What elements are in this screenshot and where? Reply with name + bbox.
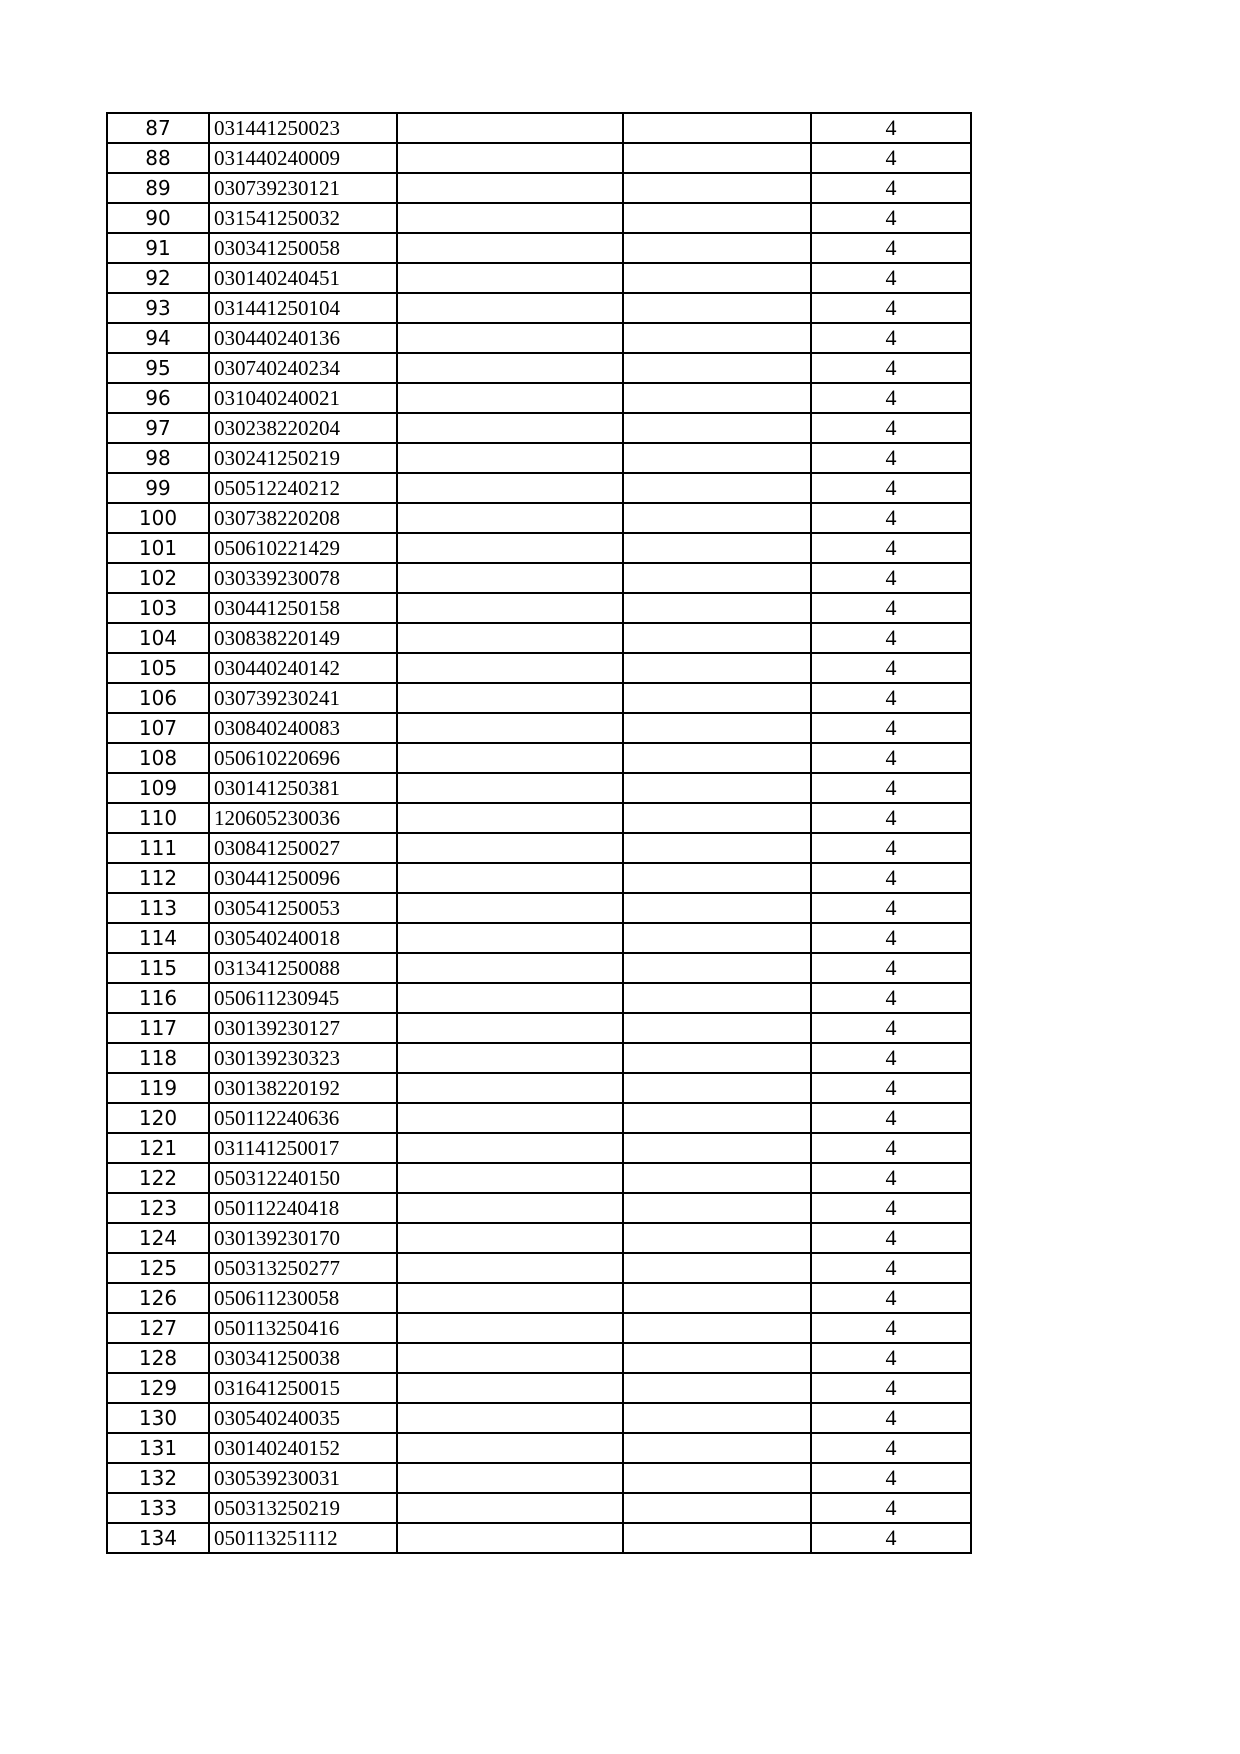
empty-cell-b (623, 1523, 811, 1553)
value-cell: 4 (811, 593, 971, 623)
row-number-cell: 125 (107, 1253, 209, 1283)
value-cell: 4 (811, 1073, 971, 1103)
empty-cell-b (623, 1403, 811, 1433)
value-cell: 4 (811, 713, 971, 743)
row-number-cell: 117 (107, 1013, 209, 1043)
table-row (107, 1403, 971, 1433)
row-number-cell: 97 (107, 413, 209, 443)
row-number-cell: 127 (107, 1313, 209, 1343)
row-number-cell: 93 (107, 293, 209, 323)
empty-cell-a (397, 1013, 623, 1043)
id-cell: 030341250058 (209, 233, 397, 263)
empty-cell-b (623, 803, 811, 833)
value-cell: 4 (811, 383, 971, 413)
empty-cell-b (623, 233, 811, 263)
table-row (107, 683, 971, 713)
row-number-cell: 113 (107, 893, 209, 923)
id-cell: 050112240418 (209, 1193, 397, 1223)
table-row (107, 1193, 971, 1223)
id-cell: 031341250088 (209, 953, 397, 983)
row-number-cell: 130 (107, 1403, 209, 1433)
value-cell: 4 (811, 1013, 971, 1043)
empty-cell-b (623, 1043, 811, 1073)
table-row (107, 593, 971, 623)
empty-cell-b (623, 683, 811, 713)
empty-cell-a (397, 173, 623, 203)
row-number-cell: 101 (107, 533, 209, 563)
empty-cell-a (397, 1103, 623, 1133)
row-number-cell: 91 (107, 233, 209, 263)
table-row (107, 863, 971, 893)
row-number-cell: 89 (107, 173, 209, 203)
empty-cell-a (397, 293, 623, 323)
row-number-cell: 132 (107, 1463, 209, 1493)
row-number-cell: 103 (107, 593, 209, 623)
empty-cell-b (623, 1223, 811, 1253)
table-row (107, 1283, 971, 1313)
value-cell: 4 (811, 143, 971, 173)
empty-cell-b (623, 263, 811, 293)
empty-cell-b (623, 773, 811, 803)
empty-cell-a (397, 953, 623, 983)
empty-cell-a (397, 533, 623, 563)
table-row (107, 773, 971, 803)
row-number-cell: 109 (107, 773, 209, 803)
empty-cell-a (397, 1403, 623, 1433)
empty-cell-a (397, 233, 623, 263)
empty-cell-b (623, 383, 811, 413)
id-cell: 030241250219 (209, 443, 397, 473)
empty-cell-a (397, 1133, 623, 1163)
row-number-cell: 106 (107, 683, 209, 713)
table-row (107, 1223, 971, 1253)
empty-cell-a (397, 1043, 623, 1073)
value-cell: 4 (811, 1223, 971, 1253)
value-cell: 4 (811, 743, 971, 773)
empty-cell-a (397, 1163, 623, 1193)
value-cell: 4 (811, 1433, 971, 1463)
row-number-cell: 105 (107, 653, 209, 683)
value-cell: 4 (811, 293, 971, 323)
empty-cell-b (623, 1103, 811, 1133)
row-number-cell: 114 (107, 923, 209, 953)
table-row (107, 1523, 971, 1553)
id-cell: 030140240152 (209, 1433, 397, 1463)
empty-cell-a (397, 563, 623, 593)
value-cell: 4 (811, 683, 971, 713)
empty-cell-a (397, 623, 623, 653)
row-number-cell: 95 (107, 353, 209, 383)
empty-cell-b (623, 1493, 811, 1523)
id-cell: 050112240636 (209, 1103, 397, 1133)
empty-cell-b (623, 1313, 811, 1343)
value-cell: 4 (811, 803, 971, 833)
empty-cell-a (397, 1463, 623, 1493)
table-row (107, 1313, 971, 1343)
empty-cell-a (397, 923, 623, 953)
empty-cell-b (623, 173, 811, 203)
id-cell: 030440240136 (209, 323, 397, 353)
id-cell: 031441250104 (209, 293, 397, 323)
empty-cell-b (623, 1193, 811, 1223)
id-cell: 030541250053 (209, 893, 397, 923)
value-cell: 4 (811, 923, 971, 953)
empty-cell-b (623, 1283, 811, 1313)
table-row (107, 1013, 971, 1043)
empty-cell-b (623, 1433, 811, 1463)
empty-cell-a (397, 1343, 623, 1373)
value-cell: 4 (811, 413, 971, 443)
id-cell: 030139230323 (209, 1043, 397, 1073)
table-row (107, 1163, 971, 1193)
empty-cell-a (397, 143, 623, 173)
table-row (107, 1043, 971, 1073)
value-cell: 4 (811, 203, 971, 233)
empty-cell-b (623, 653, 811, 683)
table-row (107, 1103, 971, 1133)
table-row (107, 233, 971, 263)
id-cell: 030139230127 (209, 1013, 397, 1043)
table-row (107, 173, 971, 203)
table-row (107, 1073, 971, 1103)
value-cell: 4 (811, 893, 971, 923)
empty-cell-a (397, 413, 623, 443)
value-cell: 4 (811, 263, 971, 293)
id-cell: 050312240150 (209, 1163, 397, 1193)
empty-cell-b (623, 923, 811, 953)
row-number-cell: 99 (107, 473, 209, 503)
empty-cell-b (623, 1343, 811, 1373)
table-row (107, 353, 971, 383)
empty-cell-a (397, 263, 623, 293)
table-row (107, 833, 971, 863)
row-number-cell: 87 (107, 113, 209, 143)
table-row (107, 983, 971, 1013)
value-cell: 4 (811, 353, 971, 383)
empty-cell-a (397, 743, 623, 773)
table-row (107, 893, 971, 923)
id-cell: 030738220208 (209, 503, 397, 533)
row-number-cell: 102 (107, 563, 209, 593)
id-cell: 120605230036 (209, 803, 397, 833)
table-row (107, 563, 971, 593)
row-number-cell: 124 (107, 1223, 209, 1253)
id-cell: 030441250158 (209, 593, 397, 623)
empty-cell-b (623, 293, 811, 323)
empty-cell-b (623, 1163, 811, 1193)
empty-cell-a (397, 203, 623, 233)
empty-cell-a (397, 503, 623, 533)
id-cell: 031541250032 (209, 203, 397, 233)
value-cell: 4 (811, 1163, 971, 1193)
empty-cell-b (623, 1133, 811, 1163)
id-cell: 030840240083 (209, 713, 397, 743)
empty-cell-b (623, 1373, 811, 1403)
empty-cell-a (397, 1433, 623, 1463)
table-row (107, 1253, 971, 1283)
value-cell: 4 (811, 653, 971, 683)
id-cell: 030441250096 (209, 863, 397, 893)
value-cell: 4 (811, 833, 971, 863)
id-cell: 031641250015 (209, 1373, 397, 1403)
row-number-cell: 96 (107, 383, 209, 413)
empty-cell-b (623, 563, 811, 593)
id-cell: 030540240018 (209, 923, 397, 953)
empty-cell-a (397, 1373, 623, 1403)
empty-cell-a (397, 983, 623, 1013)
table-row (107, 1373, 971, 1403)
table-row (107, 743, 971, 773)
table-row (107, 1493, 971, 1523)
id-cell: 050113250416 (209, 1313, 397, 1343)
id-cell: 030740240234 (209, 353, 397, 383)
empty-cell-b (623, 413, 811, 443)
row-number-cell: 121 (107, 1133, 209, 1163)
id-cell: 030138220192 (209, 1073, 397, 1103)
empty-cell-b (623, 713, 811, 743)
id-cell: 030140240451 (209, 263, 397, 293)
id-cell: 050610220696 (209, 743, 397, 773)
empty-cell-a (397, 1073, 623, 1103)
empty-cell-b (623, 1013, 811, 1043)
table-row (107, 323, 971, 353)
id-cell: 031441250023 (209, 113, 397, 143)
empty-cell-a (397, 593, 623, 623)
id-cell: 031141250017 (209, 1133, 397, 1163)
row-number-cell: 110 (107, 803, 209, 833)
row-number-cell: 122 (107, 1163, 209, 1193)
id-cell: 031440240009 (209, 143, 397, 173)
value-cell: 4 (811, 443, 971, 473)
empty-cell-a (397, 1493, 623, 1523)
value-cell: 4 (811, 233, 971, 263)
empty-cell-a (397, 113, 623, 143)
value-cell: 4 (811, 563, 971, 593)
row-number-cell: 120 (107, 1103, 209, 1133)
table-row (107, 263, 971, 293)
empty-cell-a (397, 473, 623, 503)
id-cell: 050611230058 (209, 1283, 397, 1313)
value-cell: 4 (811, 503, 971, 533)
empty-cell-b (623, 1463, 811, 1493)
value-cell: 4 (811, 1343, 971, 1373)
value-cell: 4 (811, 1523, 971, 1553)
empty-cell-b (623, 203, 811, 233)
value-cell: 4 (811, 113, 971, 143)
empty-cell-b (623, 503, 811, 533)
table-row (107, 803, 971, 833)
value-cell: 4 (811, 173, 971, 203)
row-number-cell: 123 (107, 1193, 209, 1223)
table-row (107, 713, 971, 743)
empty-cell-b (623, 1073, 811, 1103)
empty-cell-a (397, 1313, 623, 1343)
row-number-cell: 100 (107, 503, 209, 533)
value-cell: 4 (811, 1193, 971, 1223)
id-cell: 030539230031 (209, 1463, 397, 1493)
empty-cell-a (397, 683, 623, 713)
row-number-cell: 133 (107, 1493, 209, 1523)
table-row (107, 923, 971, 953)
value-cell: 4 (811, 473, 971, 503)
value-cell: 4 (811, 1283, 971, 1313)
id-cell: 030739230121 (209, 173, 397, 203)
row-number-cell: 115 (107, 953, 209, 983)
table-row (107, 143, 971, 173)
table-row (107, 113, 971, 143)
value-cell: 4 (811, 953, 971, 983)
table-row (107, 473, 971, 503)
empty-cell-a (397, 1223, 623, 1253)
empty-cell-a (397, 383, 623, 413)
empty-cell-b (623, 443, 811, 473)
id-cell: 030341250038 (209, 1343, 397, 1373)
row-number-cell: 134 (107, 1523, 209, 1553)
row-number-cell: 98 (107, 443, 209, 473)
empty-cell-a (397, 833, 623, 863)
empty-cell-b (623, 353, 811, 383)
row-number-cell: 119 (107, 1073, 209, 1103)
id-cell: 050313250219 (209, 1493, 397, 1523)
table-row (107, 653, 971, 683)
id-cell: 050313250277 (209, 1253, 397, 1283)
value-cell: 4 (811, 323, 971, 353)
id-cell: 031040240021 (209, 383, 397, 413)
table-row (107, 503, 971, 533)
empty-cell-a (397, 803, 623, 833)
empty-cell-b (623, 593, 811, 623)
empty-cell-a (397, 863, 623, 893)
empty-cell-b (623, 1253, 811, 1283)
table-row (107, 1433, 971, 1463)
row-number-cell: 116 (107, 983, 209, 1013)
id-cell: 050611230945 (209, 983, 397, 1013)
id-cell: 050113251112 (209, 1523, 397, 1553)
id-cell: 050610221429 (209, 533, 397, 563)
table-row (107, 1343, 971, 1373)
empty-cell-b (623, 983, 811, 1013)
row-number-cell: 107 (107, 713, 209, 743)
table-row (107, 533, 971, 563)
value-cell: 4 (811, 1493, 971, 1523)
row-number-cell: 108 (107, 743, 209, 773)
empty-cell-a (397, 1283, 623, 1313)
empty-cell-a (397, 1253, 623, 1283)
empty-cell-b (623, 623, 811, 653)
row-number-cell: 104 (107, 623, 209, 653)
value-cell: 4 (811, 1253, 971, 1283)
empty-cell-a (397, 653, 623, 683)
id-cell: 030238220204 (209, 413, 397, 443)
empty-cell-a (397, 1523, 623, 1553)
table-row (107, 413, 971, 443)
value-cell: 4 (811, 1373, 971, 1403)
value-cell: 4 (811, 1463, 971, 1493)
table-row (107, 1133, 971, 1163)
value-cell: 4 (811, 1403, 971, 1433)
table-body (107, 113, 971, 1553)
row-number-cell: 111 (107, 833, 209, 863)
value-cell: 4 (811, 1133, 971, 1163)
value-cell: 4 (811, 623, 971, 653)
id-cell: 030838220149 (209, 623, 397, 653)
table-row (107, 1463, 971, 1493)
empty-cell-b (623, 533, 811, 563)
value-cell: 4 (811, 983, 971, 1013)
table-row (107, 203, 971, 233)
row-number-cell: 90 (107, 203, 209, 233)
empty-cell-b (623, 323, 811, 353)
table-row (107, 293, 971, 323)
id-cell: 030739230241 (209, 683, 397, 713)
row-number-cell: 118 (107, 1043, 209, 1073)
row-number-cell: 128 (107, 1343, 209, 1373)
empty-cell-b (623, 833, 811, 863)
table-row (107, 953, 971, 983)
value-cell: 4 (811, 863, 971, 893)
empty-cell-a (397, 893, 623, 923)
table-row (107, 623, 971, 653)
value-cell: 4 (811, 1103, 971, 1133)
row-number-cell: 88 (107, 143, 209, 173)
row-number-cell: 131 (107, 1433, 209, 1463)
empty-cell-b (623, 143, 811, 173)
empty-cell-a (397, 443, 623, 473)
empty-cell-b (623, 953, 811, 983)
row-number-cell: 92 (107, 263, 209, 293)
value-cell: 4 (811, 773, 971, 803)
id-cell: 030141250381 (209, 773, 397, 803)
data-table (106, 112, 972, 1554)
empty-cell-a (397, 713, 623, 743)
value-cell: 4 (811, 533, 971, 563)
empty-cell-b (623, 743, 811, 773)
row-number-cell: 126 (107, 1283, 209, 1313)
value-cell: 4 (811, 1313, 971, 1343)
id-cell: 030339230078 (209, 563, 397, 593)
empty-cell-b (623, 473, 811, 503)
id-cell: 050512240212 (209, 473, 397, 503)
id-cell: 030440240142 (209, 653, 397, 683)
id-cell: 030841250027 (209, 833, 397, 863)
empty-cell-b (623, 113, 811, 143)
row-number-cell: 112 (107, 863, 209, 893)
id-cell: 030139230170 (209, 1223, 397, 1253)
table-row (107, 443, 971, 473)
empty-cell-a (397, 323, 623, 353)
value-cell: 4 (811, 1043, 971, 1073)
id-cell: 030540240035 (209, 1403, 397, 1433)
table-row (107, 383, 971, 413)
empty-cell-b (623, 893, 811, 923)
empty-cell-b (623, 863, 811, 893)
empty-cell-a (397, 773, 623, 803)
empty-cell-a (397, 1193, 623, 1223)
row-number-cell: 129 (107, 1373, 209, 1403)
row-number-cell: 94 (107, 323, 209, 353)
empty-cell-a (397, 353, 623, 383)
